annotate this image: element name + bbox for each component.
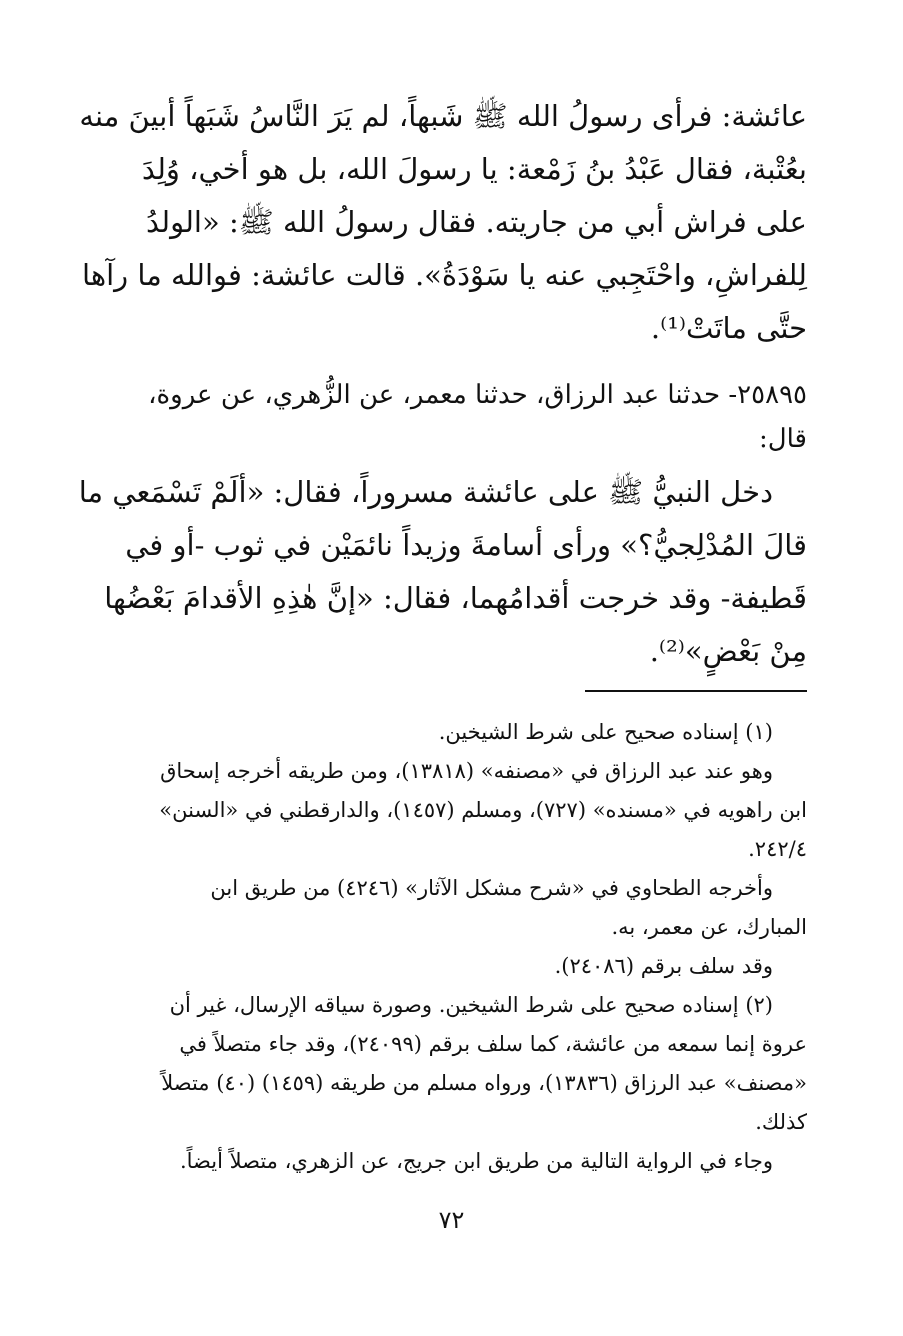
main-paragraph-2	[78, 466, 807, 678]
text-line: بعُتْبة، فقال عَبْدُ بنُ زَمْعة: يا رسولَ الله، بل هو أخي، وُلِدَ	[141, 152, 807, 186]
text-line: قالَ المُدْلِجيُّ؟» ورأى أسامةَ وزيداً نائمَيْن في ثوب -أو في	[125, 528, 807, 562]
footnote-line: ابن راهويه في «مسنده» (٧٢٧)، ومسلم (١٤٥٧)، والدارقطني في «السنن»	[159, 798, 807, 822]
footnote-line: وقد سلف برقم (٢٤٠٨٦).	[554, 954, 773, 978]
text-line: قال:	[758, 424, 807, 454]
footnote-line: المبارك، عن معمر، به.	[611, 915, 807, 939]
footnote-line: «مصنف» عبد الرزاق (١٣٨٣٦)، ورواه مسلم من طريقه (١٤٥٩) (٤٠) متصلاً	[161, 1071, 807, 1095]
text-line: حتَّى ماتَتْ⁽¹⁾.	[650, 311, 807, 345]
text-line: دخل النبيُّ ﷺ على عائشة مسروراً، فقال: «ألَمْ تَسْمَعي ما	[78, 475, 773, 509]
text-line: قَطيفة- وقد خرجت أقدامُهما، فقال: «إنَّ هٰذِهِ الأقدامَ بَعْضُها	[104, 581, 807, 615]
footnotes	[105, 713, 807, 1181]
text-line: على فراش أبي من جاريته. فقال رسولُ الله ﷺ: «الولدُ	[146, 205, 807, 239]
footnote-line: كذلك.	[755, 1110, 807, 1134]
footnote-line: وأخرجه الطحاوي في «شرح مشكل الآثار» (٤٢٤٦) من طريق ابن	[210, 876, 773, 900]
footnote-line: وهو عند عبد الرزاق في «مصنفه» (١٣٨١٨)، ومن طريقه أخرجه إسحاق	[160, 759, 773, 783]
page-number: ٧٢	[438, 1206, 465, 1234]
text-line: مِنْ بَعْضٍ»⁽²⁾.	[649, 634, 807, 668]
text-line: عائشة: فرأى رسولُ الله ﷺ شَبهاً، لم يَرَ النَّاسُ شَبَهاً أبينَ منه	[79, 99, 807, 133]
footnote-line: ٢٤٢/٤.	[748, 837, 807, 861]
hadith-header	[105, 373, 807, 461]
footnote-line: (٢) إسناده صحيح على شرط الشيخين. وصورة سياقه الإرسال، غير أن	[169, 993, 773, 1017]
text-line: لِلفراشِ، واحْتَجِبي عنه يا سَوْدَةُ». قالت عائشة: فوالله ما رآها	[82, 258, 807, 292]
footnote-line: عروة إنما سمعه من عائشة، كما سلف برقم (٢٤٠٩٩)، وقد جاء متصلاً في	[179, 1032, 807, 1056]
footnote-separator	[585, 690, 807, 692]
footnote-line: (١) إسناده صحيح على شرط الشيخين.	[438, 720, 773, 744]
text-line: ٢٥٨٩٥- حدثنا عبد الرزاق، حدثنا معمر، عن الزُّهري، عن عروة،	[148, 380, 807, 410]
main-paragraph-1	[79, 90, 807, 355]
footnote-line: وجاء في الرواية التالية من طريق ابن جريج، عن الزهري، متصلاً أيضاً.	[179, 1149, 773, 1173]
